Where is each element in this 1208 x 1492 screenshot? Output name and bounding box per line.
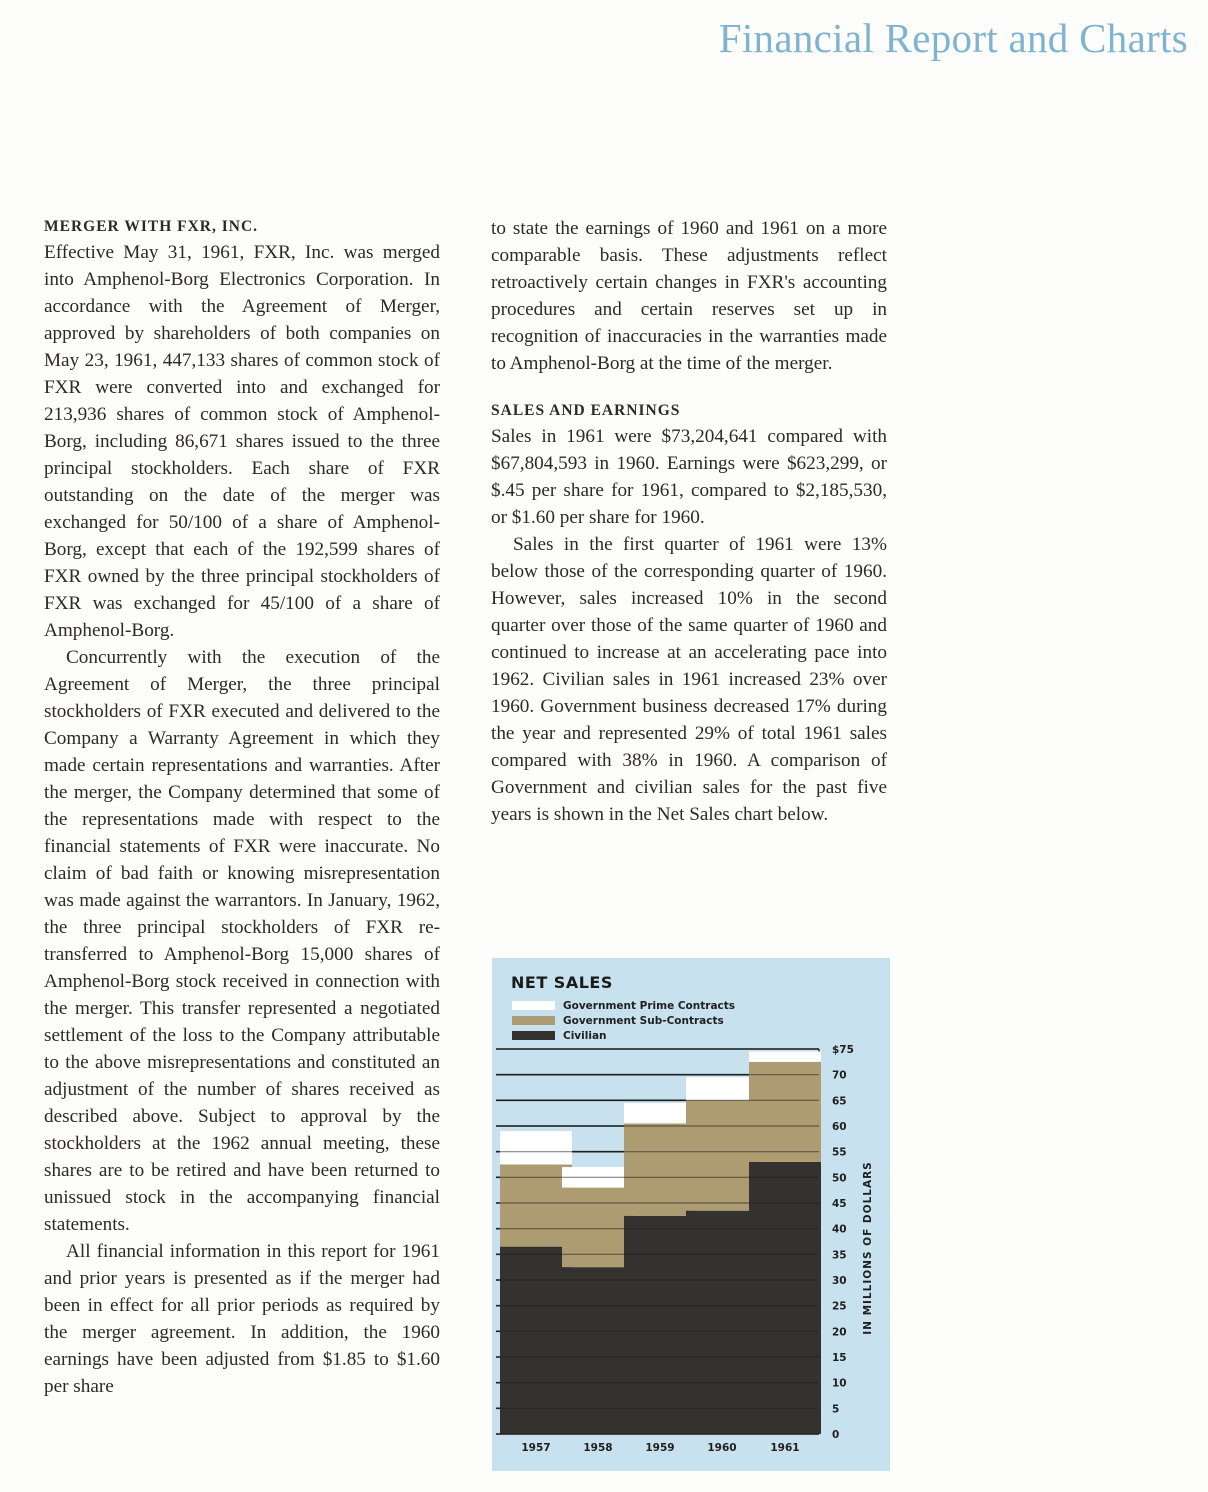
- y-tick-label-40: 40: [832, 1223, 847, 1236]
- legend-label-civilian: Civilian: [563, 1029, 607, 1042]
- y-tick-label-65: 65: [832, 1095, 847, 1108]
- bar-1959-government-prime-contracts: [624, 1103, 696, 1124]
- x-tick-label-1957: 1957: [521, 1442, 551, 1454]
- merger-continuation: to state the earnings of 1960 and 1961 on a more comparable basis. These adjustments reflect retroactively certain changes in FXR's accounting procedures and certain reserves set up in recognition of inaccuracies in the warranties made to Amphenol-Borg at the time of the merger.: [491, 218, 887, 374]
- x-tick-label-1960: 1960: [707, 1442, 737, 1454]
- merger-paragraph-3: All financial information in this report for 1961 and prior years is presented as if the merger had been in effect for all prior periods as required by the merger agreement. In addition, the 1960 earnings have been adjusted from $1.85 to $1.60 per share: [44, 1241, 440, 1397]
- y-tick-label-5: 5: [832, 1403, 840, 1416]
- chart-plot: [492, 958, 890, 1471]
- sales-earnings-heading: SALES AND EARNINGS: [491, 402, 681, 419]
- legend-label-prime: Government Prime Contracts: [563, 999, 736, 1012]
- bar-1959-civilian: [624, 1216, 696, 1434]
- y-tick-label-10: 10: [832, 1377, 847, 1390]
- right-column: [491, 215, 887, 828]
- sales-paragraph-2: Sales in the first quarter of 1961 were 13% below those of the corresponding quarter of 1960. However, sales increased 10% in the second quarter over those of the same quarter of 1960 and continued to increase at an accelerating pace into 1962. Civilian sales in 1961 increased 23% over 1960. Government business decreased 17% during the year and represented 29% of total 1961 sales compared with 38% in 1960. A comparison of Government and civilian sales for the past five years is shown in the Net Sales chart below.: [491, 534, 887, 825]
- y-tick-label-0: 0: [832, 1429, 840, 1441]
- y-tick-label-25: 25: [832, 1300, 847, 1313]
- bar-1958-civilian: [562, 1267, 634, 1434]
- x-tick-label-1959: 1959: [645, 1442, 675, 1454]
- bar-1960-government-prime-contracts: [686, 1077, 758, 1100]
- net-sales-chart: [492, 958, 890, 1471]
- y-axis-label: IN MILLIONS OF DOLLARS: [862, 1161, 874, 1335]
- x-tick-label-1961: 1961: [770, 1442, 800, 1454]
- left-column: [44, 215, 440, 1400]
- bar-1960-civilian: [686, 1211, 758, 1434]
- bar-1959-government-sub-contracts: [624, 1123, 696, 1215]
- bar-1957-government-prime-contracts: [500, 1131, 572, 1164]
- y-tick-label-45: 45: [832, 1198, 847, 1210]
- chart-title: NET SALES: [511, 973, 613, 992]
- bar-1957-civilian: [500, 1247, 572, 1434]
- y-tick-label-60: 60: [832, 1121, 847, 1133]
- sales-paragraph-1: Sales in 1961 were $73,204,641 compared with $67,804,593 in 1960. Earnings were $623,299, or $.45 per share for 1961, compared to $2,185,530, or $1.60 per share for 1960.: [491, 426, 887, 528]
- bar-1961-government-prime-contracts: [749, 1052, 821, 1062]
- legend-label-sub: Government Sub-Contracts: [563, 1014, 724, 1027]
- bar-1960-government-sub-contracts: [686, 1100, 758, 1210]
- y-tick-label-20: 20: [832, 1326, 847, 1339]
- y-tick-label-15: 15: [832, 1352, 847, 1364]
- y-tick-label-30: 30: [832, 1275, 847, 1287]
- bar-1961-government-sub-contracts: [749, 1062, 821, 1162]
- bar-1958-government-sub-contracts: [562, 1188, 634, 1268]
- x-tick-label-1958: 1958: [583, 1442, 613, 1454]
- page-title: Financial Report and Charts: [718, 15, 1188, 61]
- y-tick-label-50: 50: [832, 1172, 847, 1185]
- merger-paragraph-2: Concurrently with the execution of the Agreement of Merger, the three principal stockholders of FXR executed and delivered to the Company a Warranty Agreement in which they made certain representations and warranties. After the merger, the Company determined that some of the representations made with respect to the financial statements of FXR were inaccurate. No claim of bad faith or knowing misrepresentation was made against the warrantors. In January, 1962, the three principal stockholders of FXR retransferred to Amphenol-Borg 15,000 shares of Amphenol-Borg stock received in connection with the merger. This transfer represented a negotiated settlement of the loss to the Company attributable to the above misrepresentations and constituted an adjustment of the number of shares received as described above. Subject to approval by the stockholders at the 1962 annual meeting, these shares are to be retired and have been returned to unissued stock in the accompanying financial statements.: [44, 647, 440, 1235]
- y-tick-label-35: 35: [832, 1249, 847, 1262]
- y-tick-label-55: 55: [832, 1146, 847, 1159]
- merger-paragraph-1: Effective May 31, 1961, FXR, Inc. was merged into Amphenol-Borg Electronics Corporation. In accordance with the Agreement of Merger, approved by shareholders of both companies on May 23, 1961, 447,133 shares of common stock of FXR were converted into and exchanged for 213,936 shares of common stock of Amphenol-Borg, including 86,671 shares issued to the three principal stockholders. Each share of FXR outstanding on the date of the merger was exchanged for 50/100 of a share of Amphenol-Borg, except that each of the 192,599 shares of FXR owned by the three principal stockholders of FXR was exchanged for 45/100 of a share of Amphenol-Borg.: [44, 242, 440, 641]
- merger-heading: MERGER WITH FXR, INC.: [44, 218, 259, 235]
- y-tick-label-75: $75: [832, 1044, 854, 1056]
- y-tick-label-70: 70: [832, 1069, 847, 1082]
